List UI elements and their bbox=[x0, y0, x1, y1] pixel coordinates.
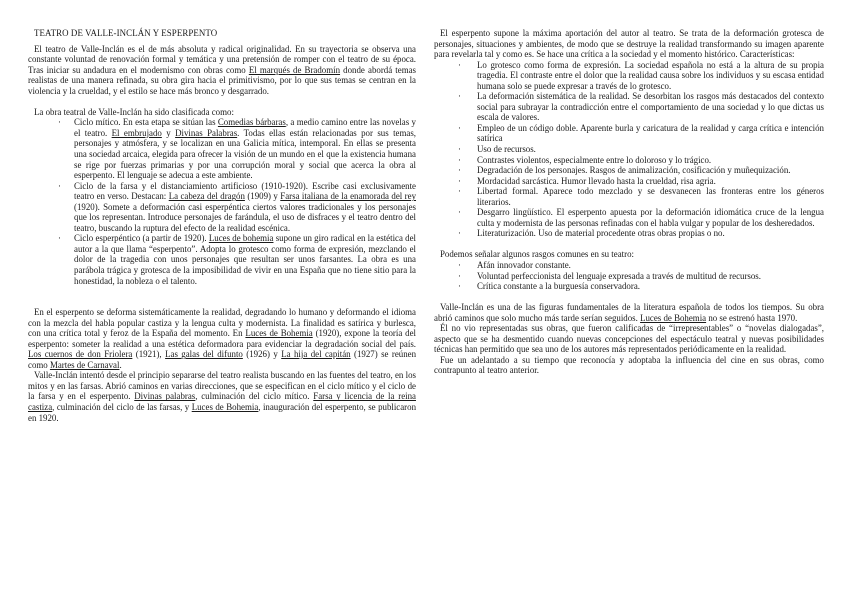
esperpento-paragraph: En el esperpento se deforma sistemáticamente la realidad, degradando lo humano y deformando el idioma con la mezcla del habla popular castiza y la lengua culta y modernista. La finalidad es satírica y burlesca, con una crítica total y feroz de la España del momento. En Luces de Bohemia (1920), expone la teoría del esperpento: someter la realidad a una estética deformadora para evidenciar la degradación social del país. Los cuernos de don Friolera (1921), Las galas del difunto (1926) y La hija del capitán (1927) se reúnen como Martes de Carnaval. bbox=[28, 307, 417, 370]
list-item: · La deformación sistemática de la realidad. Se desorbitan los rasgos más destacados del contexto social para subrayar la contradicción entre el comportamiento de una sociedad y lo que dictas us escala de valores. bbox=[434, 91, 824, 123]
list-item: · Afán innovador constante. bbox=[434, 260, 824, 271]
work-title: Las galas del difunto bbox=[165, 349, 243, 360]
list-item: · Mordacidad sarcástica. Humor llevado hasta la crueldad, risa agria. bbox=[434, 176, 824, 187]
left-column bbox=[28, 28, 416, 423]
list-item: · Ciclo esperpéntico (a partir de 1920). Luces de bohemia supone un giro radical en la estética del autor a la que llama “esperpento”. Adopta lo grotesco como forma de expresión, mezclando el dolor de la tragedia con unos personajes que resultan ser unos farsantes. La obra es una parábola trágica y grotesca de la imposibilidad de vivir en una España que no tiene sitio para la honestidad, la nobleza o el talento. bbox=[28, 233, 416, 286]
work-title: Farsa y licencia de la reina castiza bbox=[28, 391, 416, 412]
work-title: Luces de Bohemia bbox=[245, 328, 313, 339]
work-title: Divinas Palabras bbox=[175, 127, 238, 138]
list-item: · Empleo de un código doble. Aparente burla y caricatura de la realidad y carga crítica e intención satírica bbox=[434, 123, 824, 144]
list-item: · Contrastes violentos, especialmente entre lo doloroso y lo trágico. bbox=[434, 155, 824, 166]
list-item: · Degradación de los personajes. Rasgos de animalización, cosificación y muñequización. bbox=[434, 165, 824, 176]
work-title: Los cuernos de don Friolera bbox=[28, 349, 133, 360]
work-title: La cabeza del dragón bbox=[168, 191, 245, 202]
list-item: · Crítica constante a la burguesía conservadora. bbox=[434, 281, 824, 292]
work-title: Martes de Carnaval bbox=[49, 359, 120, 370]
right-column bbox=[434, 28, 824, 376]
document-title: TEATRO DE VALLE-INCLÁN Y ESPERPENTO bbox=[34, 28, 218, 38]
features-list bbox=[434, 260, 824, 292]
cinema-paragraph: Fue un adelantado a su tiempo que reconocía y adoptaba la influencia del cine en sus obras, como contrapunto al teatro anterior. bbox=[434, 354, 824, 376]
list-item: · Ciclo de la farsa y el distanciamiento artificioso (1910-1920). Escribe casi exclusivamente teatro en verso. Destacan: La cabeza del dragón (1909) y Farsa italiana de la enamorada del rey (1920). Somete a deformación casi esperpéntica ciertos valores tradicionales y los personajes que los representan. Introduce personajes de farándula, el uso de disfraces y el teatro dentro del teatro, buscando la ruptura del efecto de la realidad escénica. bbox=[28, 181, 416, 234]
work-title: Comedias bárbaras bbox=[217, 117, 286, 128]
work-title: La hija del capitán bbox=[281, 349, 351, 360]
staging-paragraph: Él no vio representadas sus obras, que fueron calificadas de “irrepresentables” o “novelas dialogadas”, aspecto que se ha desmentido cuando nuevas concepciones del espectáculo teatral y nuevas posibilidades técnicas han permitido que sea uno de los autores más representados periódicamente en la realidad. bbox=[434, 323, 824, 355]
work-title: Luces de Bohemia bbox=[191, 402, 259, 412]
characteristics-list bbox=[434, 60, 824, 239]
list-item: · Ciclo mítico. En esta etapa se sitúan las Comedias bárbaras, a medio camino entre las novelas y el teatro. El embrujado y Divinas Palabras. Todas ellas están relacionadas por sus temas, personajes y atmósfera, y se localizan en una Galicia mítica, intemporal. En ellas se presenta una sociedad arcaica, elegida para ofrecer la visión de un mundo en el que la existencia humana se rige por fuerzas primarias y por una corrupción moral y social que acerca la obra al esperpento. El lenguaje se adecua a este ambiente. bbox=[28, 117, 416, 180]
figure-paragraph: Valle-Inclán es una de las figuras fundamentales de la literatura española de todos los tiempos. Su obra abrió caminos que solo mucho más tarde serían seguidos. Luces de Bohemia no se estrenó hasta 1970. bbox=[434, 302, 824, 323]
list-item: · Uso de recursos. bbox=[434, 144, 824, 155]
work-title: Farsa italiana de la enamorada del rey bbox=[280, 191, 417, 202]
esperpento-intro: El esperpento supone la máxima aportación del autor al teatro. Se trata de la deformación grotesca de personajes, situaciones y ambientes, de modo que se destruye la realidad transformando su imagen aparente para revelarla tal y como es. Se hace una crítica a la sociedad y el momento histórico. Características: bbox=[434, 28, 824, 60]
features-heading: Podemos señalar algunos rasgos comunes en su teatro: bbox=[440, 249, 634, 260]
list-item: · Libertad formal. Aparece todo mezclado y se desvanecen las fronteras entre los géneros literarios. bbox=[434, 186, 824, 207]
list-item: · Lo grotesco como forma de expresión. La sociedad española no está a la altura de su propia tragedia. El contraste entre el dolor que la realidad causa sobre los individuos y su escasa entidad humana solo se puede expresar a través de lo grotesco. bbox=[434, 60, 824, 92]
classification-heading: La obra teatral de Valle-Inclán ha sido clasificada como: bbox=[34, 106, 234, 117]
cycle-list bbox=[28, 117, 416, 286]
list-item: · Desgarro lingüístico. El esperpento apuesta por la deformación idiomática cruce de la lengua culta y modernista de las personas refinadas con el habla vulgar y popular de los desheredados. bbox=[434, 207, 824, 228]
intro-paragraph: El teatro de Valle-Inclán es el de más absoluta y radical originalidad. En su trayectoria se observa una constante voluntad de renovación formal y temática y una pretensión de romper con el teatro de su época. Tras iniciar su andadura en el modernismo con obras como El marqués de Bradomín donde abordá temas realistas de una manera refinada, su obra gira hacia el primitivismo, por lo que sus temas se centran en la violencia y la crueldad, y el estilo se hace más bronco y desgarrado. bbox=[28, 43, 416, 96]
list-item: · Literaturización. Uso de material procedente otras obras propias o no. bbox=[434, 228, 824, 239]
work-title: Luces de Bohemia bbox=[640, 312, 707, 323]
work-title: El embrujado bbox=[111, 127, 162, 138]
work-title: El marqués de Bradomín bbox=[248, 64, 341, 75]
list-item: · Voluntad perfeccionista del lenguaje expresada a través de multitud de recursos. bbox=[434, 271, 824, 282]
work-title: Luces de bohemia bbox=[208, 233, 274, 244]
intent-paragraph: Valle-Inclán intentó desde el principio separarse del teatro realista buscando en las fuentes del teatro, en los mitos y en las farsas. Abrió caminos en varias direcciones, que se especifican en el ciclo mítico y el ciclo de la farsa y en el esperpento. Divinas palabras, culminación del ciclo mítico. Farsa y licencia de la reina castiza, culminación del ciclo de las farsas, y Luces de Bohemia, inauguración del esperpento, se publicaron en 1920. bbox=[28, 370, 417, 423]
work-title: Divinas palabras bbox=[134, 391, 196, 402]
